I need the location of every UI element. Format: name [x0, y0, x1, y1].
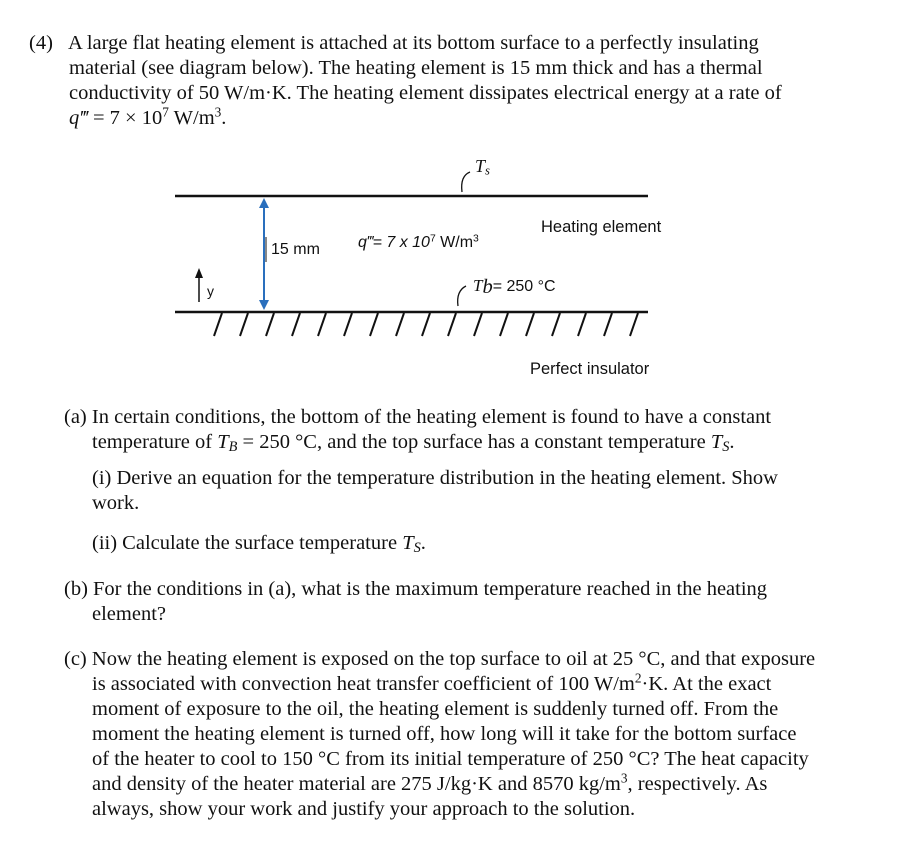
insulator-label: Perfect insulator: [530, 360, 650, 378]
thickness-arrow: [259, 198, 269, 310]
part-b-line-1: For the conditions in (a), what is the maximum temperature reached in the heating: [93, 578, 768, 600]
part-c-line-4: moment the heating element is turned off, how long will it take for the bottom surface: [92, 723, 797, 745]
intro-line-3: conductivity of 50 W/m·K. The heating element dissipates electrical energy at a rate of: [69, 82, 782, 104]
part-a: [64, 405, 771, 455]
tb-label: $T_b= 250$ °C: [473, 276, 556, 299]
part-b-label: (b): [64, 578, 88, 600]
part-a-line-1: In certain conditions, the bottom of the heating element is found to have a constant: [91, 406, 772, 428]
thickness-label: 15 mm: [271, 241, 320, 258]
part-a-label: (a): [64, 406, 87, 428]
part-a-i-line-2: work.: [92, 492, 140, 514]
ts-label: $T_s$: [475, 156, 490, 178]
part-b-line-2: element?: [92, 603, 166, 625]
part-c-line-6: and density of the heater material are 275 J/kg·K and 8570 $kg/m^3$, respectively. As: [92, 770, 768, 795]
y-axis-arrow: [195, 268, 203, 302]
heating-element-label: Heating element: [541, 218, 662, 236]
part-c-label: (c): [64, 648, 87, 670]
problem-number: (4): [29, 32, 53, 54]
part-b: [64, 577, 767, 627]
tb-pointer-curve: [458, 286, 466, 306]
part-a-i: [92, 466, 778, 516]
part-c-line-3: moment of exposure to the oil, the heating element is suddenly turned off. From the: [92, 698, 779, 720]
problem-number-line: [29, 31, 782, 56]
ts-pointer-curve: [462, 172, 470, 192]
q-triple-prime: q‴: [69, 107, 88, 129]
y-axis-label: y: [207, 283, 214, 299]
generation-label: q‴= 7 x $10^7$ $W/m^3$: [358, 233, 479, 251]
generation-rate-line: q‴ = $7 \times 10^7$ $W/m^3$.: [69, 104, 227, 129]
intro-line-1: A large flat heating element is attached at its bottom surface to a perfectly insulating: [68, 32, 759, 54]
problem-intro: [29, 31, 782, 131]
part-c-line-5: of the heater to cool to 150 °C from its initial temperature of 250 °C? The heat capacity: [92, 748, 809, 770]
part-c-line-2: is associated with convection heat transfer coefficient of 100 $W/m^2\cdot K$. At the exact: [92, 670, 772, 695]
part-c: [64, 647, 815, 822]
part-c-line-1: Now the heating element is exposed on the top surface to oil at 25 °C, and that exposure: [91, 648, 816, 670]
part-a-i-line-1: (i) Derive an equation for the temperature distribution in the heating element. Show: [92, 467, 778, 489]
intro-line-2: material (see diagram below). The heating element is 15 mm thick and has a thermal: [69, 57, 763, 79]
insulator-hatching: [214, 313, 638, 336]
part-c-line-7: always, show your work and justify your approach to the solution.: [92, 798, 636, 820]
part-a-ii: (ii) Calculate the surface temperature $T_S$.: [92, 532, 426, 556]
part-a-line-2: temperature of $T_B = 250$ °C, and the top surface has a constant temperature $T_S$.: [92, 431, 735, 455]
